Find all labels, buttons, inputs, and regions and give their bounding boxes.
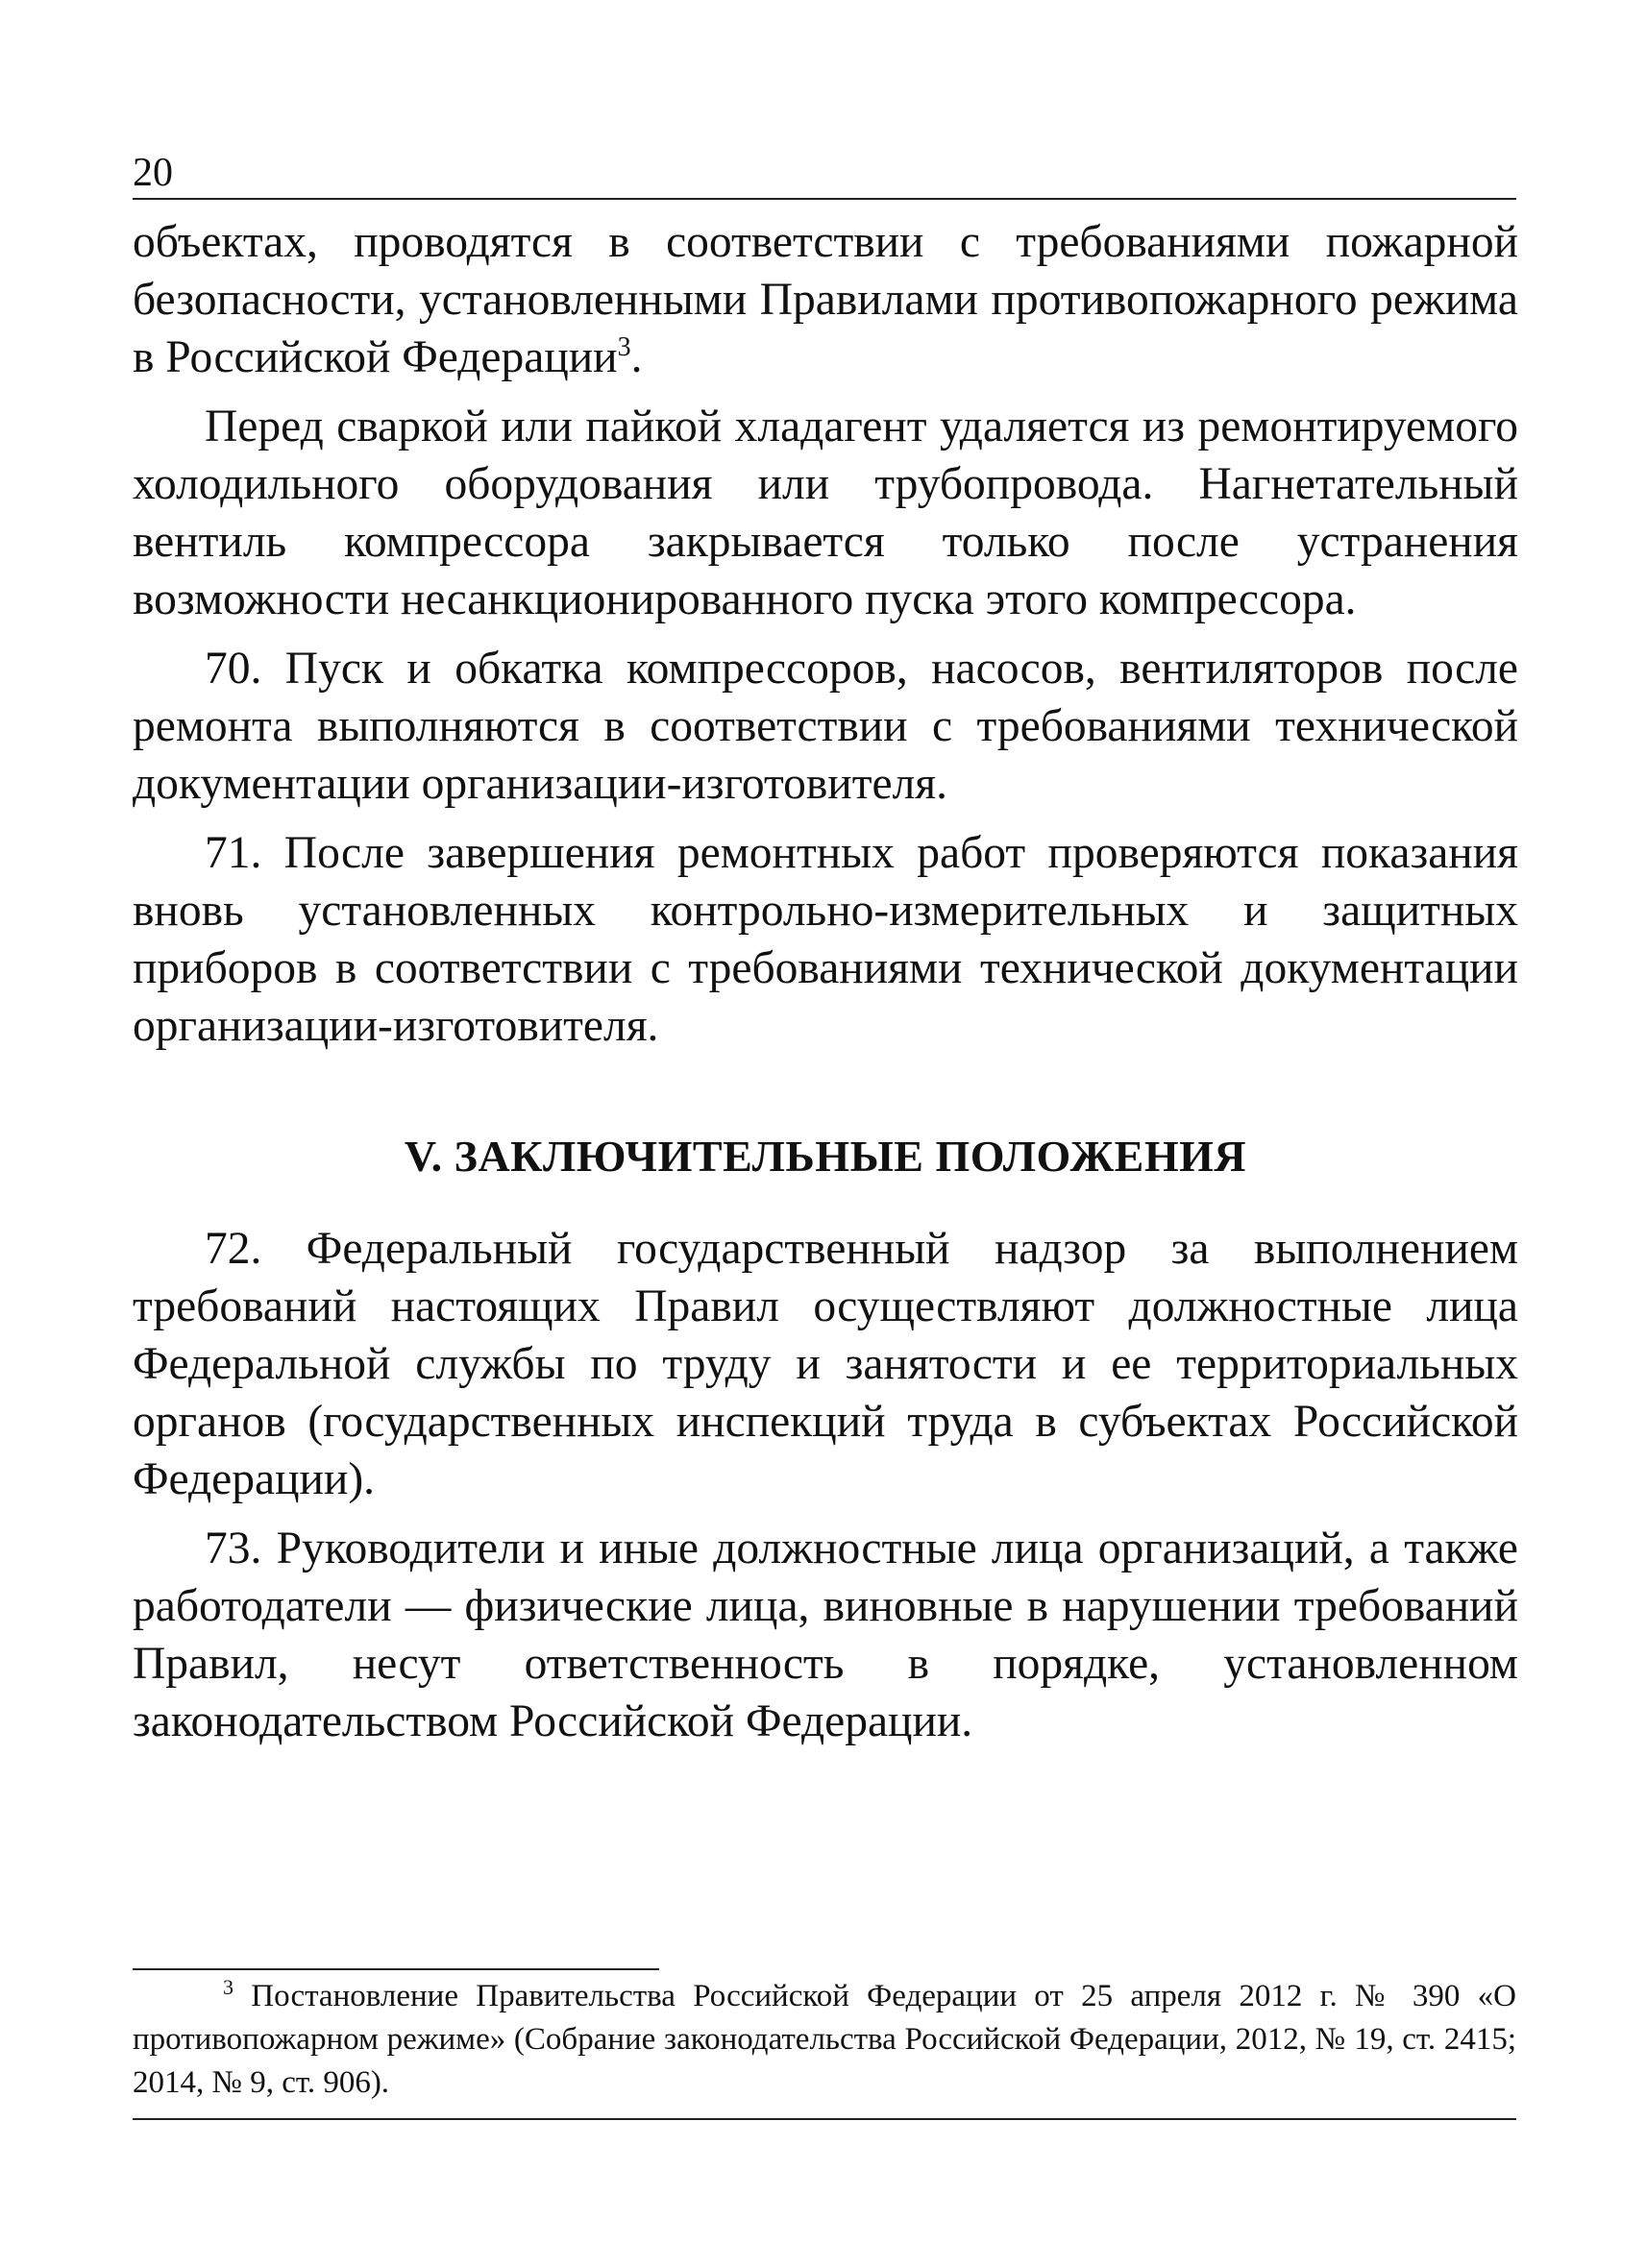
footnote-marker: 3 (223, 1975, 233, 1999)
footnote-text: Постановление Правительства Российской Федерации от 25 апреля 2012 г. № 390 «О противопожарном режиме» (Собрание законодательства Российской Федерации, 2012, № 19, ст. 2415; 2014, № 9, ст. 906). (133, 1979, 1516, 2100)
paragraph-continued (133, 213, 1518, 386)
main-text (133, 213, 1518, 1762)
paragraph-text: объектах, проводятся в соответствии с требованиями пожарной безопасности, установленными Правилами противопожарного режима в Российской Федерации (133, 217, 1518, 382)
paragraph-end: . (630, 332, 643, 382)
footnote-separator (133, 1968, 659, 1970)
paragraph-welding: Перед сваркой или пайкой хладагент удаляется из ремонтируемого холодильного оборудования или трубопровода. Нагнетательный вентиль компрессора закрывается только после устранения возможности несанкционированного пуска этого компрессора. (133, 402, 1518, 624)
paragraph-70: 70. Пуск и обкатка компрессоров, насосов, вентиляторов после ремонта выполняются в соответствии с требованиями технической документации организации-изготовителя. (133, 644, 1518, 809)
footnote (133, 1975, 1516, 2105)
paragraph-71: 71. После завершения ремонтных работ проверяются показания вновь установленных контрольно-измерительных и защитных приборов в соответствии с требованиями технической документации организации-изготовителя. (133, 828, 1518, 1051)
section-title: V. ЗАКЛЮЧИТЕЛЬНЫЕ ПОЛОЖЕНИЯ (404, 1132, 1247, 1181)
footnote-reference[interactable]: 3 (617, 332, 631, 363)
bottom-divider (133, 2118, 1516, 2120)
page-number: 20 (133, 151, 173, 195)
paragraph-73: 73. Руководители и иные должностные лица организаций, а также работодатели — физические лица, виновные в нарушении требований Правил, несут ответственность в порядке, установленном законодательством Российской Федерации. (133, 1524, 1518, 1746)
page-header (133, 144, 1516, 200)
paragraph-72: 72. Федеральный государственный надзор за выполнением требований настоящих Правил осуществляют должностные лица Федеральной службы по труду и занятости и ее территориальных органов (государственных инспекций труда в субъектах Российской Федерации). (133, 1224, 1518, 1504)
